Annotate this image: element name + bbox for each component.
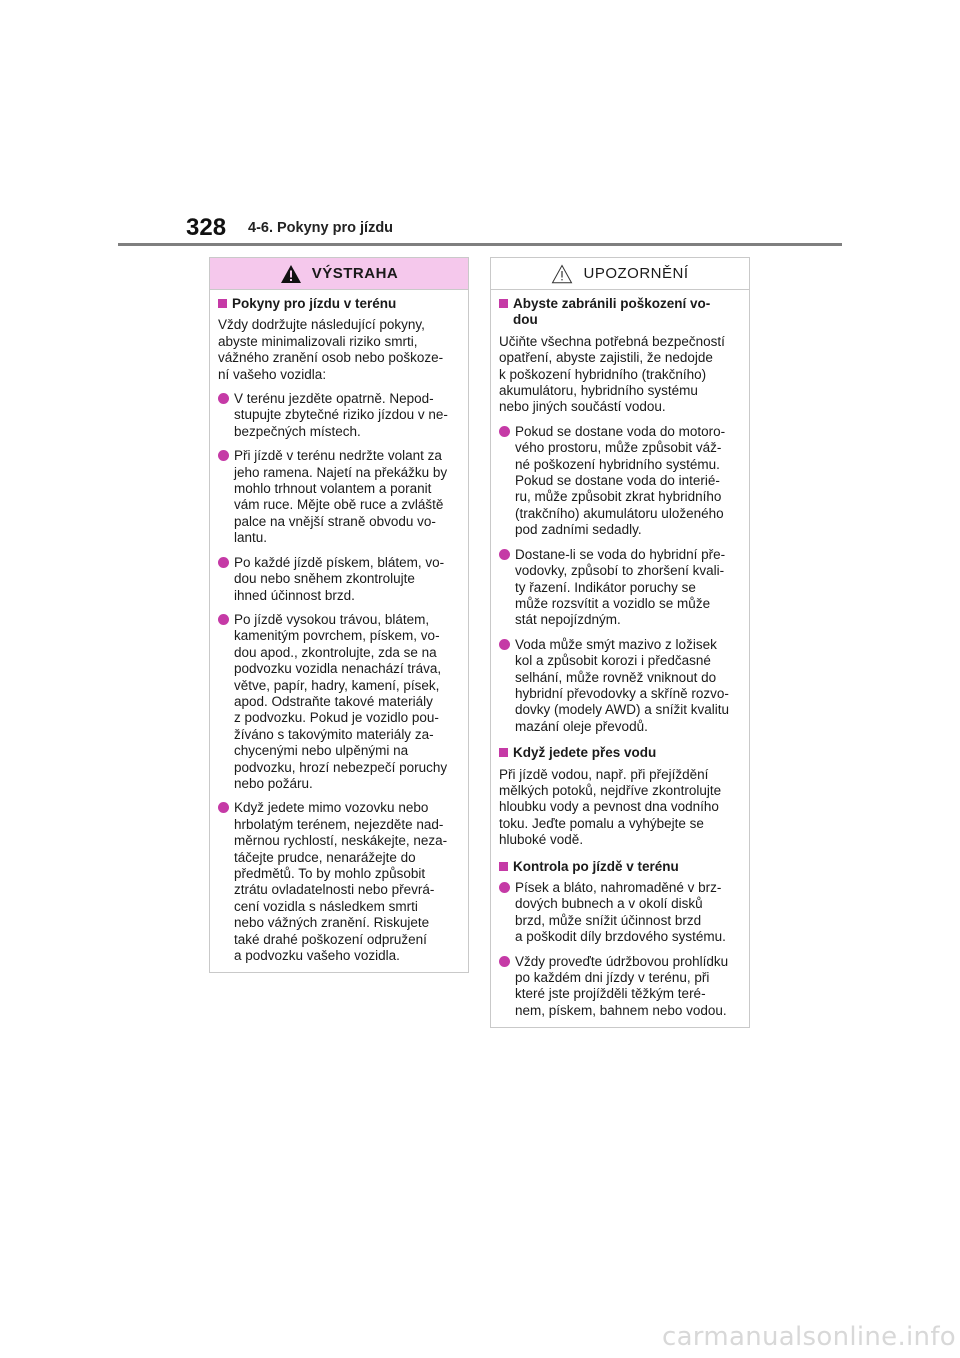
caution-bullet-text: Vždy proveďte údržbovou prohlídku po každém dni jízdy v terénu, při které jste projížděli těžkým teré- nem, pískem, bahnem nebo vodou.	[515, 953, 729, 1018]
warning-triangle-icon	[280, 264, 302, 284]
square-bullet-icon	[499, 862, 508, 871]
warning-bullet-text: Když jedete mimo vozovku nebo hrbolatým terénem, nejezděte nad- měrnou rychlostí, neskákejte, neza- táčejte prudce, nenarážejte do předmětů. To by mohlo způsobit ztrátu ovladatelnosti nebo převrá- cení vozidla s následkem smrti nebo vážných zranění. Riskujete také drahé poškození odpružení a podvozku vašeho vozidla.	[234, 800, 448, 964]
caution-bullet-3	[499, 637, 741, 735]
square-bullet-icon	[499, 748, 508, 757]
square-bullet-icon	[218, 299, 227, 308]
header-rule	[118, 243, 842, 246]
warning-box-title: VÝSTRAHA	[311, 265, 399, 282]
warning-heading-text: Pokyny pro jízdu v terénu	[232, 296, 397, 311]
warning-bullet-4	[218, 612, 460, 792]
warning-box-body	[210, 290, 468, 964]
section-title: 4-6. Pokyny pro jízdu	[248, 220, 394, 236]
circle-bullet-icon	[499, 639, 510, 650]
warning-bullet-text: Při jízdě v terénu nedržte volant za jeho ramena. Najetí na překážku by mohlo trhnout volantem a poranit vám ruce. Mějte obě ruce a zvláště palce na vnější straně obvodu vo- lantu.	[234, 448, 448, 546]
warning-bullet-1	[218, 391, 460, 440]
circle-bullet-icon	[499, 956, 510, 967]
warning-heading	[218, 296, 460, 312]
caution-bullet-text: Voda může smýt mazivo z ložisek kol a způsobit korozi i předčasné selhání, může rovněž vniknout do hybridní převodovky a skříně rozvo- dovky (modely AWD) a snížit kvalitu mazání oleje převodů.	[515, 636, 730, 734]
caution-bullet-text: Dostane-li se voda do hybridní pře- vodovky, způsobí to zhoršení kvali- ty řazení. Indikátor poruchy se může rozsvítit a vozidlo se může stát nepojízdným.	[515, 546, 726, 628]
warning-bullet-3	[218, 555, 460, 604]
warning-bullet-text: V terénu jezděte opatrně. Nepod- stupujte zbytečné riziko jízdou v ne- bezpečných místech.	[234, 391, 448, 439]
caution-box-header	[491, 258, 749, 290]
page-header	[0, 0, 960, 250]
caution-heading-1	[499, 296, 741, 329]
circle-bullet-icon	[499, 426, 510, 437]
square-bullet-icon	[499, 299, 508, 308]
watermark: carmanualsonline.info	[661, 1322, 956, 1352]
caution-bullet-2	[499, 547, 741, 629]
caution-bullet-1	[499, 424, 741, 539]
circle-bullet-icon	[218, 450, 229, 461]
circle-bullet-icon	[499, 882, 510, 893]
caution-heading-text: Abyste zabránili poškození vo- dou	[513, 296, 711, 328]
caution-bullet-4	[499, 880, 741, 946]
caution-intro-2: Při jízdě vodou, např. při přejíždění mělkých potoků, nejdříve zkontrolujte hloubku vody a pevnost dna vodního toku. Jeďte pomalu a vyhýbejte se hluboké vodě.	[499, 766, 722, 848]
caution-triangle-icon	[551, 264, 573, 284]
circle-bullet-icon	[499, 549, 510, 560]
warning-bullet-2	[218, 448, 460, 546]
caution-bullet-5	[499, 954, 741, 1020]
warning-box	[209, 257, 469, 973]
caution-box	[490, 257, 750, 1028]
circle-bullet-icon	[218, 614, 229, 625]
caution-heading-3	[499, 859, 741, 875]
warning-bullet-text: Po každé jízdě pískem, blátem, vo- dou nebo sněhem zkontrolujte ihned účinnost brzd.	[234, 554, 445, 603]
caution-box-title: UPOZORNĚNÍ	[583, 265, 689, 282]
caution-intro-1: Učiňte všechna potřebná bezpečností opatření, abyste zajistili, že nedojde k poškození hybridního (trakčního) akumulátoru, hybridního systému nebo jiných součástí vodou.	[499, 333, 725, 415]
caution-heading-2	[499, 745, 741, 761]
caution-box-body	[491, 290, 749, 1019]
circle-bullet-icon	[218, 802, 229, 813]
caution-heading-text: Když jedete přes vodu	[513, 745, 657, 761]
circle-bullet-icon	[218, 393, 229, 404]
warning-bullet-5	[218, 800, 460, 964]
page-number: 328	[186, 214, 227, 241]
warning-box-header	[210, 258, 468, 290]
circle-bullet-icon	[218, 557, 229, 568]
caution-heading-text: Kontrola po jízdě v terénu	[513, 858, 679, 874]
caution-bullet-text: Písek a bláto, nahromaděné v brz- dových bubnech a v okolí disků brzd, může snížit účinnost brzd a poškodit díly brzdového systému.	[515, 880, 726, 945]
caution-bullet-text: Pokud se dostane voda do motoro- vého prostoru, může způsobit váž- né poškození hybridního systému. Pokud se dostane voda do interié- ru, může způsobit zkrat hybridního (trakčního) akumulátoru uloženého pod zadními sedadly.	[515, 423, 726, 538]
warning-intro: Vždy dodržujte následující pokyny, abyste minimalizovali riziko smrti, vážného zranění osob nebo poškoze- ní vašeho vozidla:	[218, 317, 444, 382]
warning-bullet-text: Po jízdě vysokou trávou, blátem, kamenitým povrchem, pískem, vo- dou apod., zkontrolujte, zda se na podvozku vozidla nenachází tráva, větve, papír, hadry, kamení, písek, apod. Odstraňte takové materiály z podvozku. Pokud je vozidlo pou- žíváno s takovýmito materiály za- chycenými nebo ulpěnými na podvozku, hrozí nebezpečí poruchy nebo požáru.	[234, 611, 448, 791]
